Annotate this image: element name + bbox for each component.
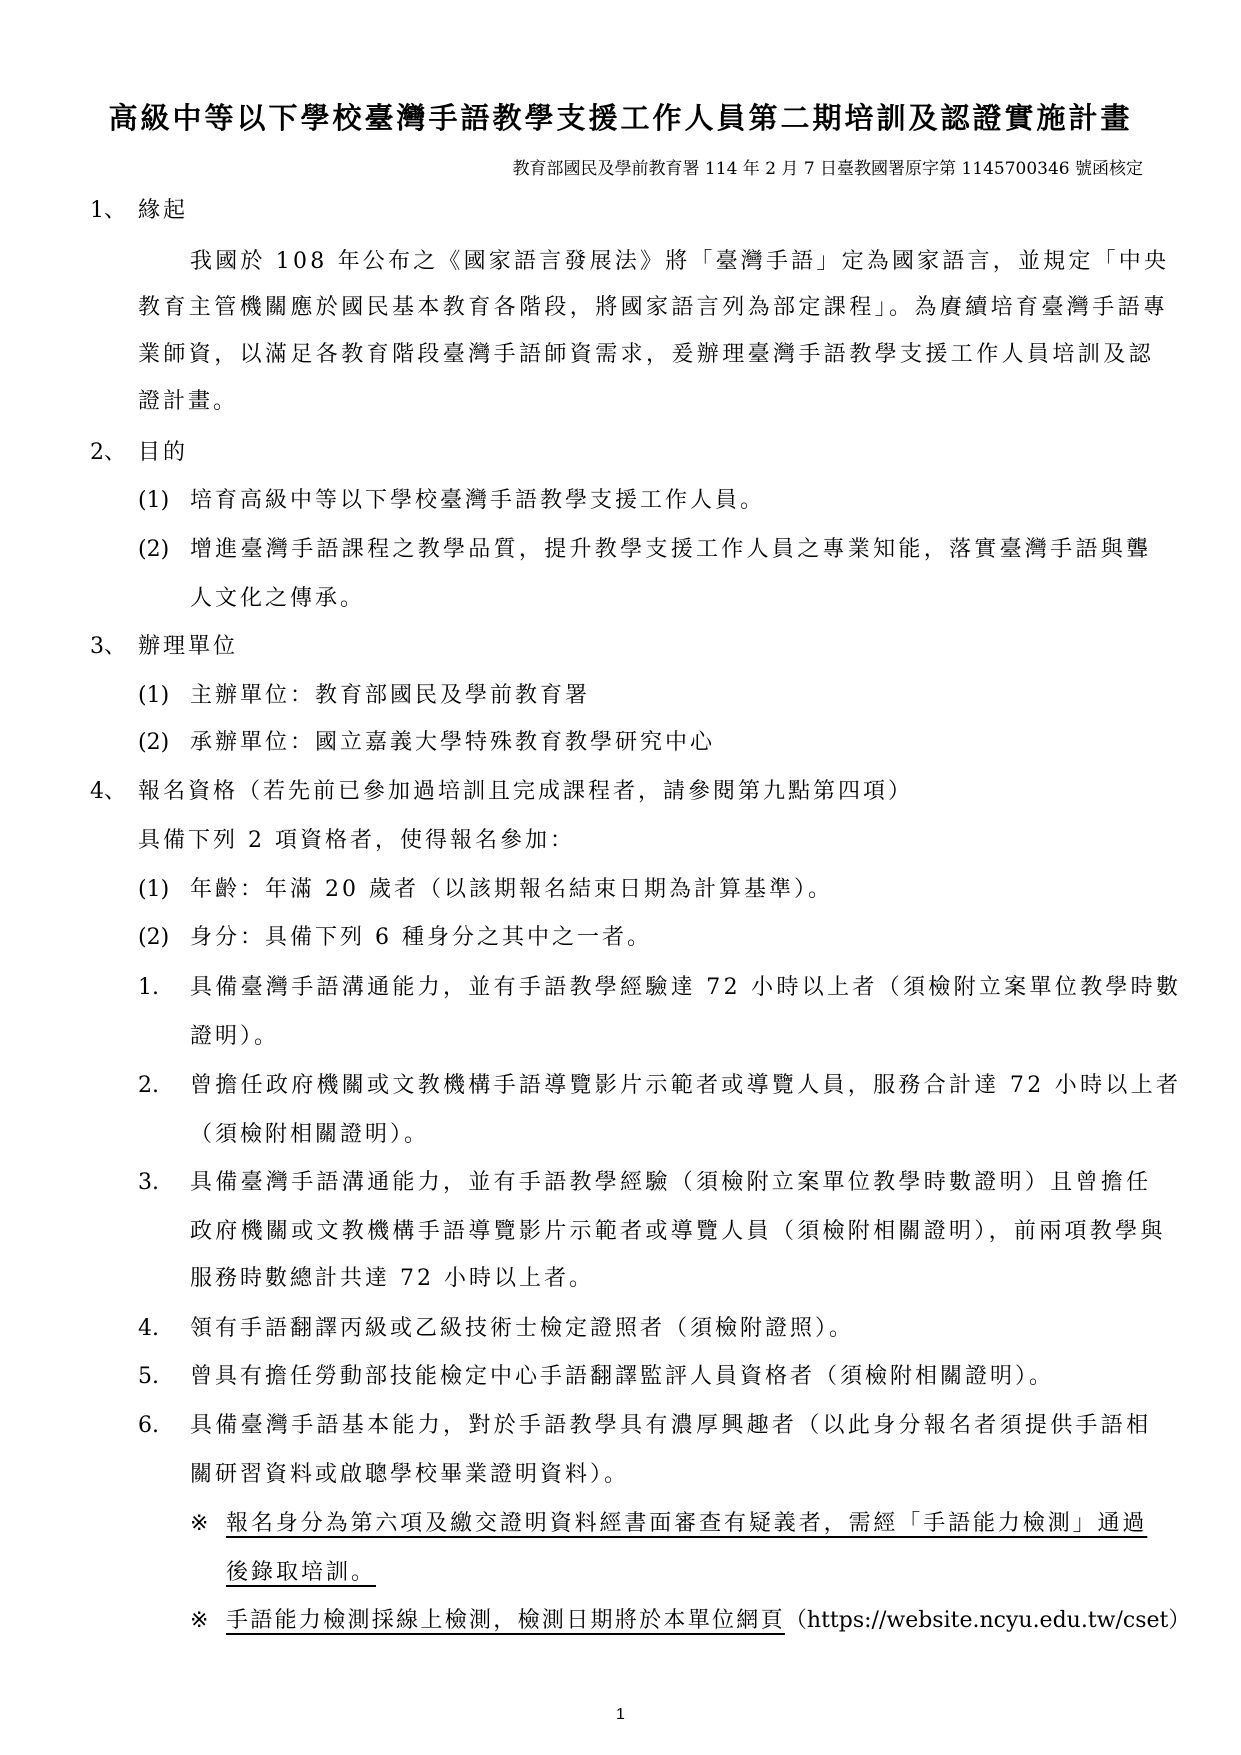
- note-text: 後錄取培訓。: [226, 1560, 377, 1585]
- identity-marker: 4.: [138, 1316, 159, 1341]
- section-1-paragraph-line: 業師資，以滿足各教育階段臺灣手語師資需求，爰辦理臺灣手語教學支援工作人員培訓及認: [138, 342, 1155, 367]
- identity-text: 關研習資料或啟聰學校畢業證明資料）。: [190, 1462, 630, 1487]
- note-text: [226, 1605, 1190, 1637]
- section-4-heading: 報名資格（若先前已參加過培訓且完成課程者，請參閱第九點第四項）: [138, 779, 914, 804]
- section-2-heading: 目的: [138, 440, 189, 465]
- section-2-item-marker: (2): [138, 537, 170, 562]
- section-4-item-text: 年齡：年滿 20 歲者（以該期報名結束日期為計算基準）。: [190, 877, 833, 902]
- note-text: 報名身分為第六項及繳交證明資料經書面審查有疑義者，需經「手語能力檢測」通過: [226, 1511, 1148, 1536]
- note-underlined-text: 手語能力檢測採線上檢測，檢測日期將於本單位網頁: [226, 1608, 785, 1633]
- identity-text: 曾具有擔任勞動部技能檢定中心手語翻譯監評人員資格者（須檢附相關證明）。: [190, 1364, 1055, 1389]
- section-3-item-marker: (2): [138, 730, 170, 755]
- identity-text: 具備臺灣手語溝通能力，並有手語教學經驗（須檢附立案單位教學時數證明）且曾擔任: [190, 1170, 1152, 1195]
- section-1-paragraph-line: 證計畫。: [138, 389, 239, 414]
- section-1-paragraph-line: 教育主管機關應於國民基本教育各階段，將國家語言列為部定課程」。為賡續培育臺灣手語專: [138, 295, 1169, 320]
- identity-marker: 2.: [138, 1073, 159, 1098]
- section-2-item-text: 培育高級中等以下學校臺灣手語教學支援工作人員。: [190, 488, 766, 513]
- page-number: 1: [616, 1706, 625, 1723]
- identity-text: 曾擔任政府機關或文教機構手語導覽影片示範者或導覽人員，服務合計達 72 小時以上者: [190, 1073, 1182, 1098]
- identity-text: 具備臺灣手語基本能力，對於手語教學具有濃厚興趣者（以此身分報名者須提供手語相: [190, 1413, 1152, 1438]
- section-4-item-marker: (2): [138, 925, 170, 950]
- identity-text: 服務時數總計共達 72 小時以上者。: [190, 1266, 594, 1291]
- identity-marker: 3.: [138, 1170, 159, 1195]
- section-1-paragraph-line: 我國於 108 年公布之《國家語言發展法》將「臺灣手語」定為國家語言，並規定「中央: [190, 249, 1170, 274]
- identity-marker: 6.: [138, 1413, 159, 1438]
- identity-text: 證明）。: [190, 1024, 280, 1049]
- section-3-item-text: 主辦單位：教育部國民及學前教育署: [190, 683, 591, 708]
- identity-text: （須檢附相關證明）。: [190, 1122, 430, 1147]
- section-4-intro: 具備下列 2 項資格者，使得報名參加：: [138, 828, 575, 853]
- section-3-item-marker: (1): [138, 683, 170, 708]
- note-marker: ※: [190, 1608, 209, 1633]
- document-title: 高級中等以下學校臺灣手語教學支援工作人員第二期培訓及認證實施計畫: [108, 101, 1133, 135]
- section-3-item-text: 承辦單位：國立嘉義大學特殊教育教學研究中心: [190, 730, 716, 755]
- website-url: （https://website.ncyu.edu.tw/cset）: [784, 1608, 1191, 1633]
- section-2-item-marker: (1): [138, 488, 170, 513]
- section-4-item-text: 身分：具備下列 6 種身分之其中之一者。: [190, 925, 652, 950]
- section-4-item-marker: (1): [138, 877, 170, 902]
- section-2-item-text: 增進臺灣手語課程之教學品質，提升教學支援工作人員之專業知能，落實臺灣手語與聾: [190, 537, 1152, 562]
- section-2-number: 2、: [90, 440, 126, 465]
- section-3-heading: 辦理單位: [138, 634, 239, 659]
- identity-text: 具備臺灣手語溝通能力，並有手語教學經驗達 72 小時以上者（須檢附立案單位教學時數: [190, 975, 1182, 1000]
- section-3-number: 3、: [90, 634, 126, 659]
- section-4-number: 4、: [90, 779, 126, 804]
- identity-text: 政府機關或文教機構手語導覽影片示範者或導覽人員（須檢附相關證明），前兩項教學與: [190, 1219, 1166, 1244]
- note-marker: ※: [190, 1511, 209, 1536]
- identity-marker: 1.: [138, 975, 159, 1000]
- section-1-number: 1、: [90, 198, 126, 223]
- section-1-heading: 緣起: [138, 198, 189, 223]
- identity-text: 領有手語翻譯丙級或乙級技術士檢定證照者（須檢附證照）。: [190, 1316, 855, 1341]
- approval-reference: 教育部國民及學前教育署 114 年 2 月 7 日臺教國署原字第 1145700346 號函核定: [512, 159, 1143, 179]
- identity-marker: 5.: [138, 1364, 159, 1389]
- section-2-item-text: 人文化之傳承。: [190, 586, 366, 611]
